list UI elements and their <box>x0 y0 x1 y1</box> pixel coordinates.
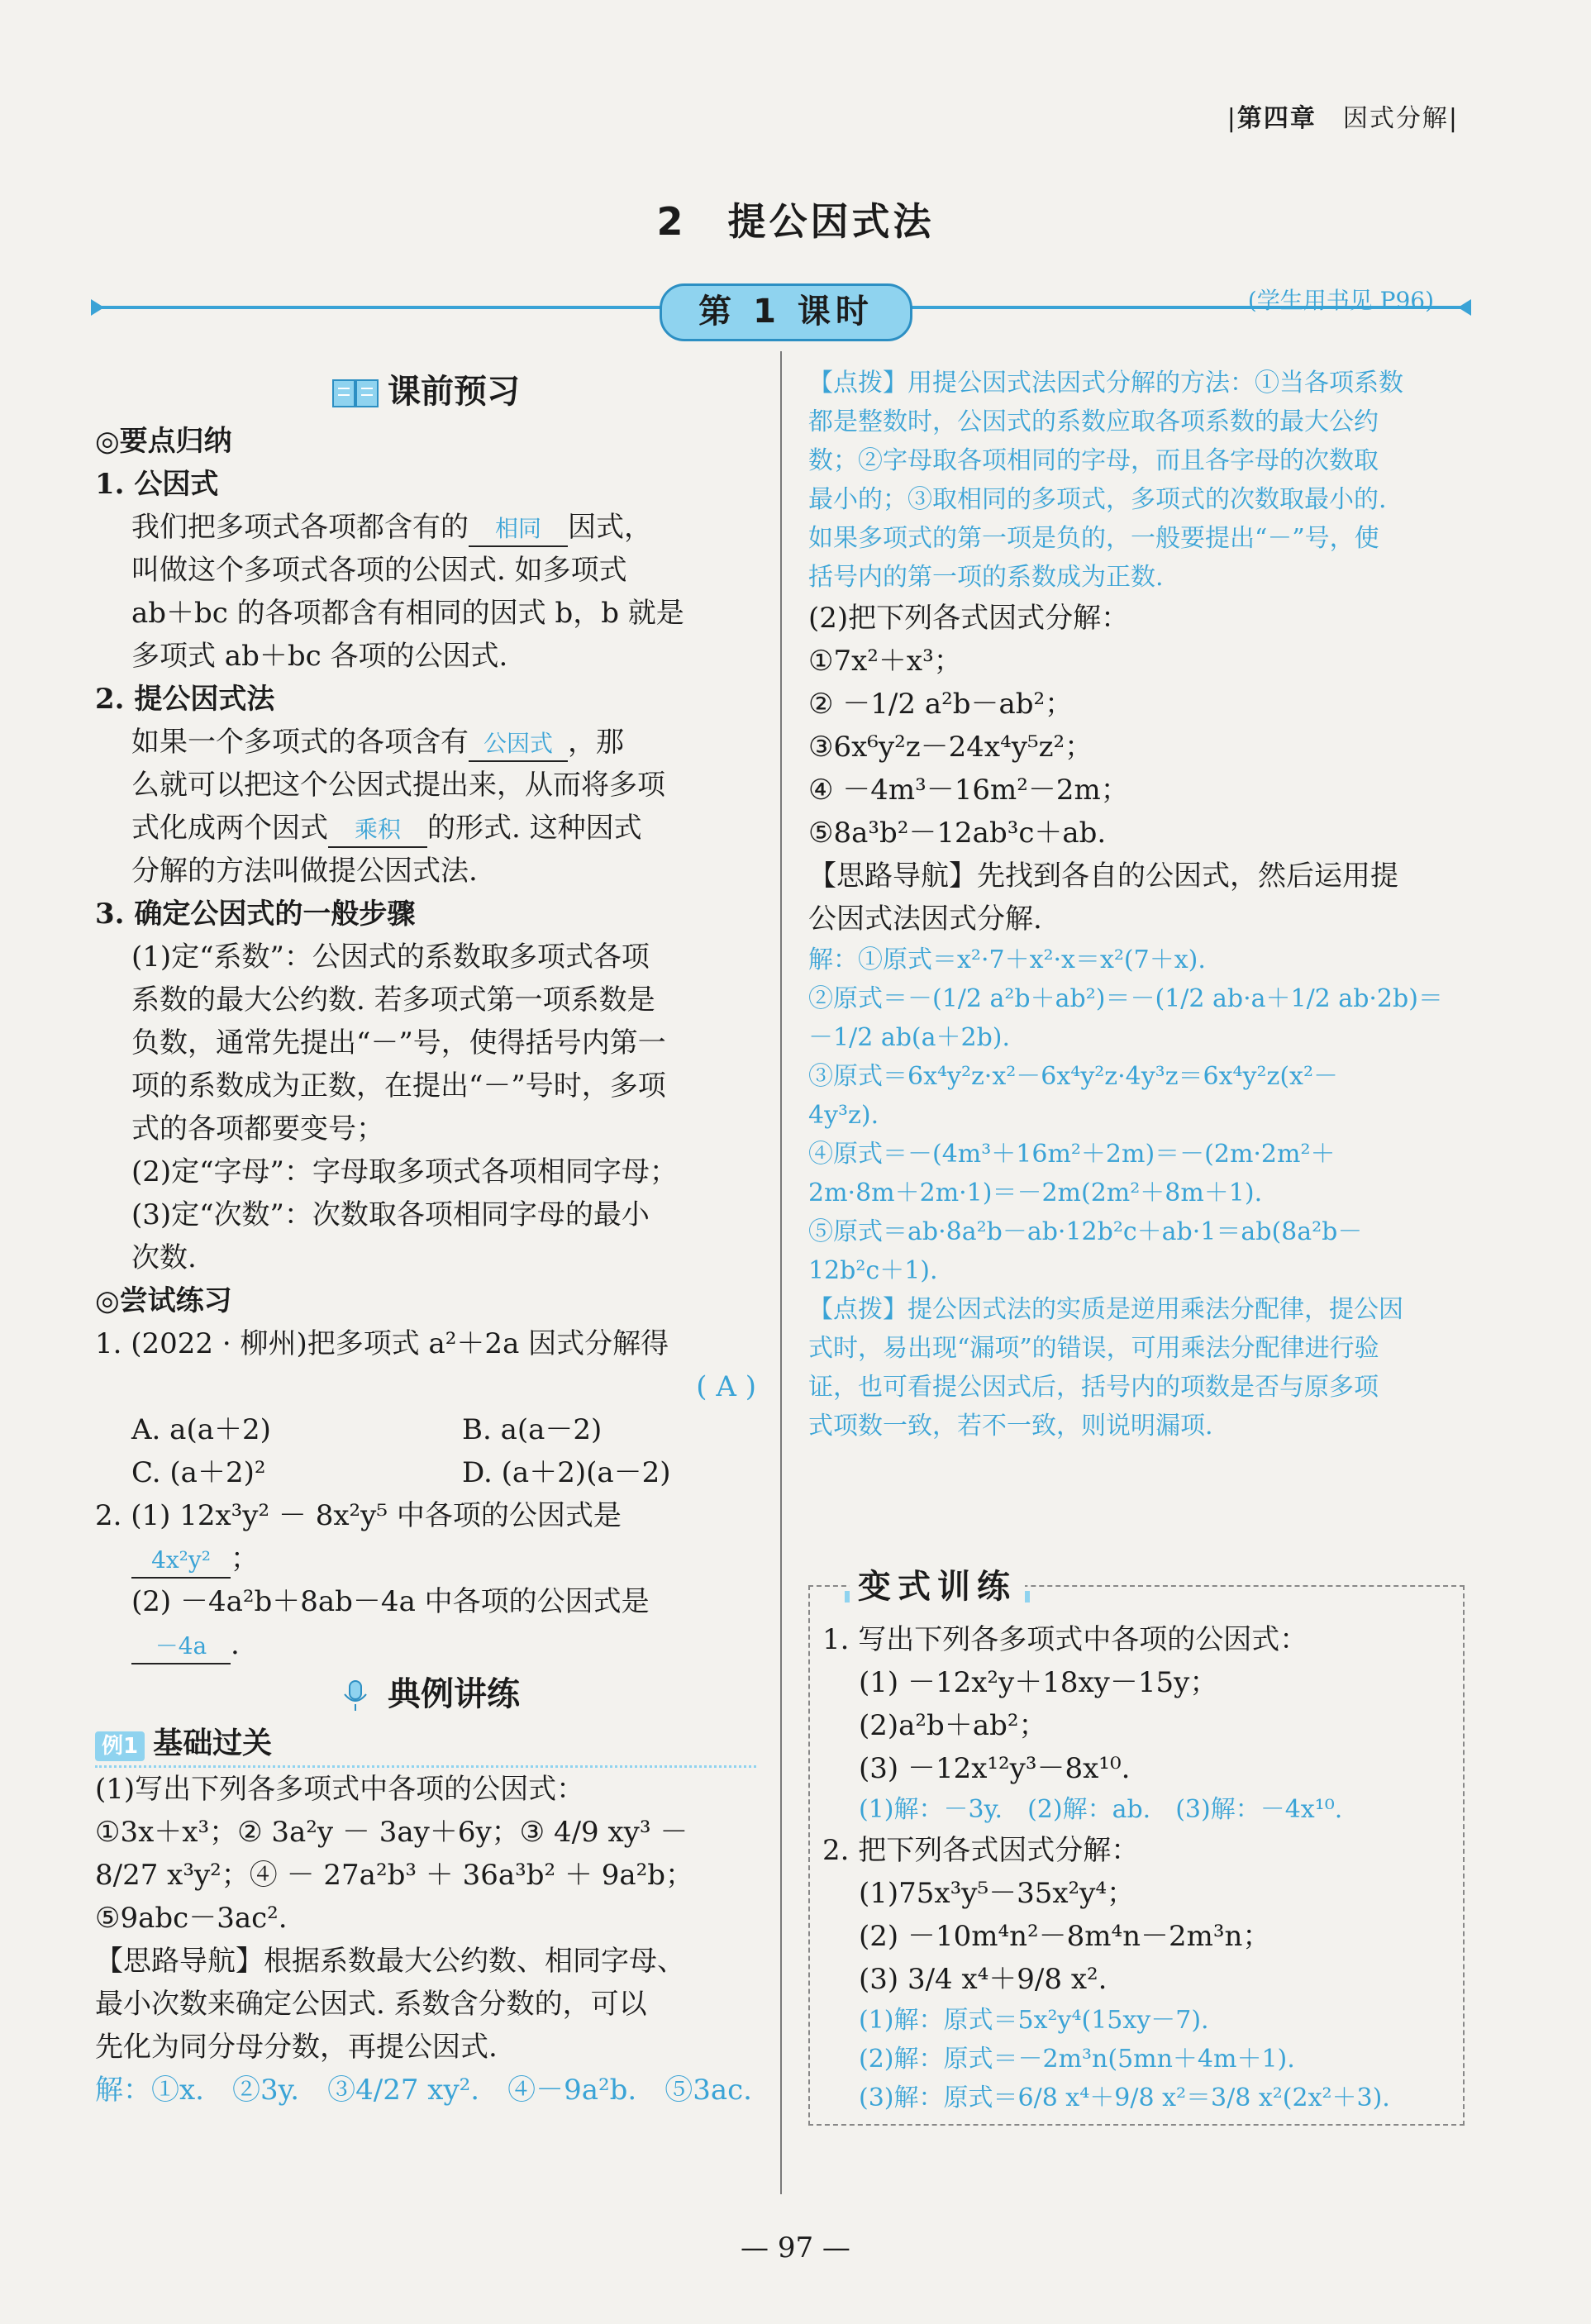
point3-line3: 负数，通常先提出“－”号，使得括号内第一 <box>131 1026 666 1060</box>
option-a: A. a(a＋2) <box>131 1413 271 1446</box>
tip1-line6: 括号内的第一项的系数成为正数. <box>808 563 1164 592</box>
question-part2: (2)把下列各式因式分解： <box>808 602 1130 635</box>
option-d: D. (a＋2)(a－2) <box>462 1456 671 1489</box>
example-banner-label: 典例讲练 <box>388 1675 520 1713</box>
point3-line8: 次数. <box>131 1241 197 1274</box>
variant-q2: 2. 把下列各式因式分解： <box>822 1834 1140 1867</box>
question2-line2: (2) －4a²b＋8ab－4a 中各项的公因式是 <box>131 1585 650 1618</box>
section-title: 2 提公因式法 <box>656 199 935 244</box>
question-part2-item1: ①7x²＋x³； <box>808 645 962 678</box>
variant-q2-b: (2) －10m⁴n²－8m⁴n－2m³n； <box>859 1920 1271 1953</box>
question1-answer <box>95 1365 756 1408</box>
option-b: B. a(a－2) <box>462 1413 603 1446</box>
variant-q1-c: (3) －12x¹²y³－8x¹⁰. <box>859 1752 1131 1785</box>
point3-line6: (2)定“字母”：字母取多项式各项相同字母； <box>131 1155 678 1188</box>
microphone-icon <box>331 1679 379 1712</box>
point2-blank2: 乘积 <box>328 813 427 848</box>
example-solution: 解：①x. ②3y. ③4/27 xy². ④－9a²b. ⑤3ac. <box>95 2074 752 2107</box>
variant-q1-a: (1) －12x²y＋18xy－15y； <box>859 1666 1218 1699</box>
point1-text-a: 我们把多项式各项都含有的 <box>131 511 469 544</box>
point3-line7: (3)定“次数”：次数取各项相同字母的最小 <box>131 1198 650 1231</box>
point2-text-a: 如果一个多项式的各项含有 <box>131 726 469 759</box>
point1-line1 <box>95 506 756 549</box>
reference-page: (学生用书见 P96) <box>1247 287 1434 314</box>
point2-line2: 么就可以把这个公因式提出来，从而将多项 <box>131 769 665 802</box>
question-part2-item3: ③6x⁶y²z－24x⁴y⁵z²； <box>808 731 1093 764</box>
point2-line1 <box>95 721 756 764</box>
question1-answer-text: ( A ) <box>696 1370 756 1403</box>
example-title: 基础过关 <box>153 1726 273 1760</box>
variant-q1-b: (2)a²b＋ab²； <box>859 1709 1047 1742</box>
variant-q2-answer1: (1)解：原式＝5x²y⁴(15xy－7). <box>859 2006 1209 2035</box>
tip1-line2: 都是整数时，公因式的系数应取各项系数的最大公约 <box>808 407 1379 436</box>
solution-line4: ③原式＝6x⁴y²z·x²－6x⁴y²z·4y³z＝6x⁴y²z(x²－ <box>808 1062 1338 1091</box>
point1-line4: 多项式 ab＋bc 各项的公因式. <box>131 640 508 673</box>
solution-line2: ②原式＝－(1/2 a²b＋ab²)＝－(1/2 ab·a＋1/2 ab·2b)＝ <box>808 984 1443 1013</box>
question-part2-item4: ④ －4m³－16m²－2m； <box>808 774 1129 807</box>
point2-text-c: 式化成两个因式 <box>131 812 328 845</box>
example-heading <box>95 1722 756 1768</box>
tip2-line1: 【点拨】提公因式法的实质是逆用乘法分配律，提公因 <box>808 1295 1403 1324</box>
point3-title: 3. 确定公因式的一般步骤 <box>95 898 416 931</box>
topic-label: 因式分解 <box>1342 104 1449 133</box>
example-line3: 8/27 x³y²；④ － 27a²b³ ＋ 36a³b² ＋ 9a²b； <box>95 1859 694 1892</box>
bar-right-arrow-icon <box>1458 299 1471 316</box>
lesson-badge: 第 1 课时 <box>660 283 912 341</box>
question2-blank2: －4a <box>131 1630 231 1664</box>
option-c: C. (a＋2)² <box>131 1456 266 1489</box>
example-line1: (1)写出下列各多项式中各项的公因式： <box>95 1773 585 1806</box>
point3-line1: (1)定“系数”：公因式的系数取多项式各项 <box>131 941 650 974</box>
point1-title: 1. 公因式 <box>95 468 219 501</box>
tip1-line1: 【点拨】用提公因式法因式分解的方法：①当各项系数 <box>808 369 1403 398</box>
example-banner <box>95 1673 756 1716</box>
tip1-line4: 最小的；③取相同的多项式，多项式的次数取最小的. <box>808 485 1387 514</box>
point2-text-b: ，那 <box>568 726 624 759</box>
point3-line4: 项的系数成为正数，在提出“－”号时，多项 <box>131 1069 666 1102</box>
preview-banner <box>95 370 756 413</box>
question2-answer1: 4x²y² ； <box>95 1537 756 1580</box>
bar-left-arrow-icon <box>91 299 104 316</box>
column-divider <box>780 351 782 2194</box>
question-part2-item5: ⑤8a³b²－12ab³c＋ab. <box>808 817 1107 850</box>
nav-line2: 最小次数来确定公因式. 系数含分数的，可以 <box>95 1988 647 2021</box>
tip1-line5: 如果多项式的第一项是负的，一般要提出“－”号，使 <box>808 524 1379 553</box>
right-nav-line2: 公因式法因式分解. <box>808 902 1042 936</box>
variant-q2-answer2: (2)解：原式＝－2m³n(5mn＋4m＋1). <box>859 2045 1295 2074</box>
preview-banner-label: 课前预习 <box>388 373 520 411</box>
point1-line3: ab＋bc 的各项都含有相同的因式 b，b 就是 <box>131 597 684 630</box>
variant-q1: 1. 写出下列各多项式中各项的公因式： <box>822 1623 1308 1656</box>
nav-line1: 【思路导航】根据系数最大公约数、相同字母、 <box>95 1945 685 1978</box>
question-part2-item2: ② －1/2 a²b－ab²； <box>808 688 1074 721</box>
question1-options-row2 <box>95 1451 756 1494</box>
book-icon <box>331 377 379 410</box>
tip1-line3: 数；②字母取各项相同的字母，而且各字母的次数取 <box>808 446 1379 475</box>
point2-title: 2. 提公因式法 <box>95 683 275 716</box>
point2-line3 <box>95 807 756 850</box>
example-line2: ①3x＋x³；② 3a²y － 3ay＋6y；③ 4/9 xy³ － <box>95 1816 688 1849</box>
question2-blank1: 4x²y² <box>131 1544 231 1579</box>
question2-line1: 2. (1) 12x³y² － 8x²y⁵ 中各项的公因式是 <box>95 1499 622 1532</box>
solution-line3: －1/2 ab(a＋2b). <box>808 1023 1011 1052</box>
tip2-line2: 式时，易出现“漏项”的错误，可用乘法分配律进行验 <box>808 1334 1379 1363</box>
point2-text-d: 的形式. 这种因式 <box>427 812 642 845</box>
point1-blank: 相同 <box>469 512 568 547</box>
variant-q1-answer: (1)解：－3y. (2)解：ab. (3)解：－4x¹⁰. <box>859 1795 1343 1824</box>
point3-line5: 式的各项都要变号； <box>131 1112 384 1145</box>
right-column <box>808 364 1470 1445</box>
solution-line9: 12b²c＋1). <box>808 1256 938 1285</box>
chapter-label: 第四章 <box>1236 104 1317 133</box>
point2-blank1: 公因式 <box>469 727 568 762</box>
point3-line2: 系数的最大公约数. 若多项式第一项系数是 <box>131 983 655 1017</box>
example-line4: ⑤9abc－3ac². <box>95 1902 288 1935</box>
page-number: — 97 — <box>741 2231 850 2264</box>
example-tag: 例1 <box>95 1731 145 1761</box>
right-nav-line1: 【思路导航】先找到各自的公因式，然后运用提 <box>808 860 1398 893</box>
nav-line3: 先化为同分母分数，再提公因式. <box>95 2031 498 2064</box>
question1-options-row1 <box>95 1408 756 1451</box>
point1-text-b: 因式， <box>568 511 652 544</box>
point1-line2: 叫做这个多项式各项的公因式. 如多项式 <box>131 554 627 587</box>
variant-q2-a: (1)75x³y⁵－35x²y⁴； <box>859 1877 1135 1910</box>
question2-answer2: －4a . <box>95 1623 756 1666</box>
variant-q2-answer3: (3)解：原式＝6/8 x⁴＋9/8 x²＝3/8 x²(2x²＋3). <box>859 2084 1390 2112</box>
question1: 1. (2022 · 柳州)把多项式 a²＋2a 因式分解得 <box>95 1327 669 1360</box>
variant-q2-c: (3) 3/4 x⁴＋9/8 x². <box>859 1963 1108 1996</box>
solution-line5: 4y³z). <box>808 1101 879 1130</box>
try-heading: ◎尝试练习 <box>95 1284 232 1317</box>
solution-line1: 解：①原式＝x²·7＋x²·x＝x²(7＋x). <box>808 945 1206 974</box>
tip2-line4: 式项数一致，若不一致，则说明漏项. <box>808 1412 1213 1441</box>
solution-line6: ④原式＝－(4m³＋16m²＋2m)＝－(2m·2m²＋ <box>808 1140 1336 1169</box>
left-column <box>95 364 756 2112</box>
variant-training-body <box>822 1618 1450 2117</box>
key-points-heading: ◎要点归纳 <box>95 425 232 458</box>
solution-line8: ⑤原式＝ab·8a²b－ab·12b²c＋ab·1＝ab(8a²b－ <box>808 1217 1363 1246</box>
chapter-header: |第四章 因式分解| <box>1227 104 1459 133</box>
point2-line4: 分解的方法叫做提公因式法. <box>131 855 478 888</box>
tip2-line3: 证，也可看提公因式后，括号内的项数是否与原多项 <box>808 1373 1379 1402</box>
variant-training-title: 变式训练 <box>850 1560 1025 1607</box>
solution-line7: 2m·8m＋2m·1)＝－2m(2m²＋8m＋1). <box>808 1179 1263 1207</box>
